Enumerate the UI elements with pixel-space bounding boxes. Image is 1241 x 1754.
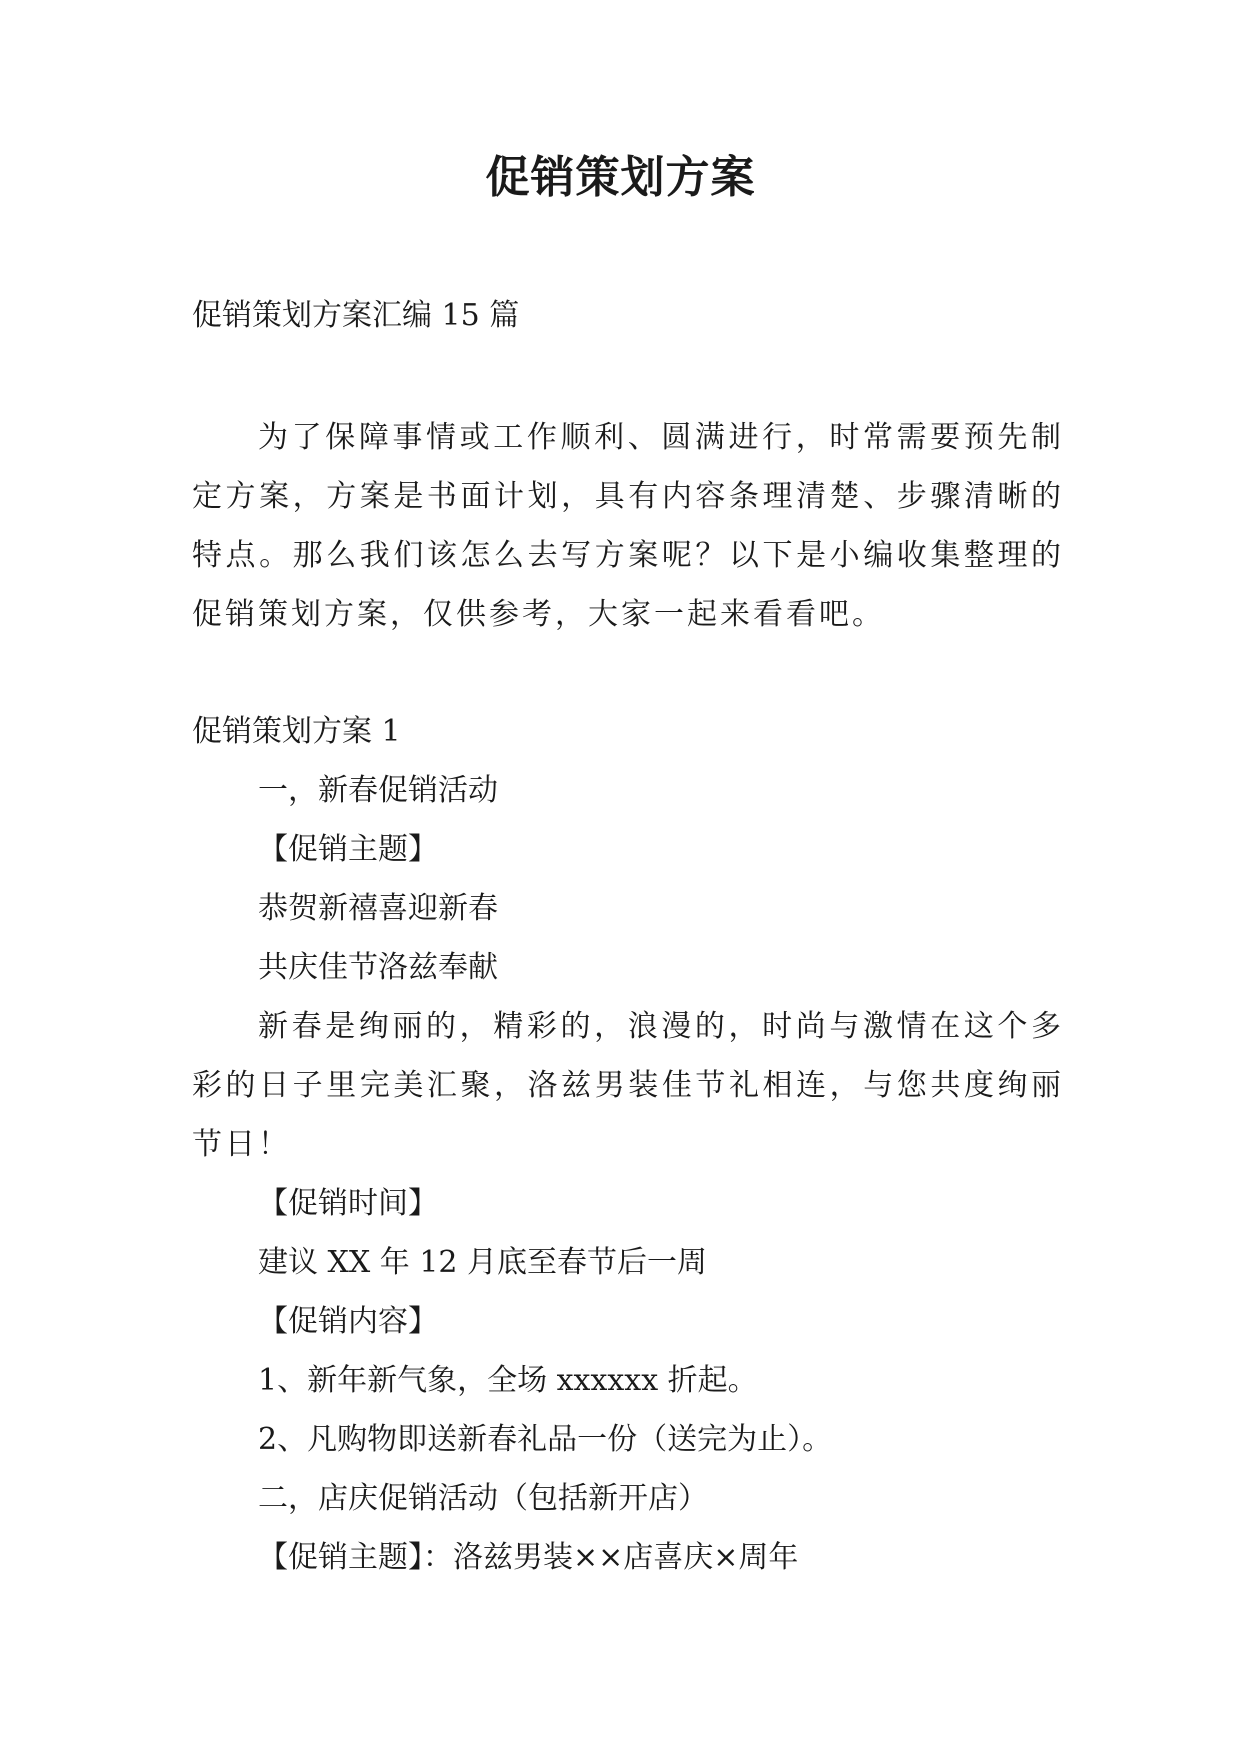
intro-paragraph: 为了保障事情或工作顺利、圆满进行，时常需要预先制定方案，方案是书面计划，具有内容条理清楚、步骤清晰的特点。那么我们该怎么去写方案呢？以下是小编收集整理的促销策划方案，仅供参考，大家一起来看看吧。 xyxy=(192,420,1064,632)
part1-heading: 一，新春促销活动 xyxy=(258,773,498,808)
theme-line-2: 共庆佳节洛兹奉献 xyxy=(258,950,498,985)
time-text: 建议 XX 年 12 月底至春节后一周 xyxy=(258,1245,708,1280)
theme-label: 【促销主题】 xyxy=(258,832,438,867)
document-subtitle: 促销策划方案汇编 15 篇 xyxy=(192,298,520,333)
theme-paragraph: 新春是绚丽的，精彩的，浪漫的，时尚与激情在这个多彩的日子里完美汇聚，洛兹男装佳节礼相连，与您共度绚丽节日！ xyxy=(192,1009,1064,1162)
content-item-1: 1、新年新气象，全场 xxxxxx 折起。 xyxy=(258,1363,758,1398)
theme-line-1: 恭贺新禧喜迎新春 xyxy=(258,891,498,926)
content-label: 【促销内容】 xyxy=(258,1304,438,1339)
part2-theme: 【促销主题】：洛兹男装××店喜庆×周年 xyxy=(258,1540,799,1575)
content-item-2: 2、凡购物即送新春礼品一份（送完为止）。 xyxy=(258,1422,833,1457)
document-body xyxy=(192,702,1064,1587)
time-label: 【促销时间】 xyxy=(258,1186,438,1221)
document-title: 促销策划方案 xyxy=(485,152,756,203)
section-heading: 促销策划方案 1 xyxy=(192,714,401,749)
part2-heading: 二，店庆促销活动（包括新开店） xyxy=(258,1481,708,1516)
